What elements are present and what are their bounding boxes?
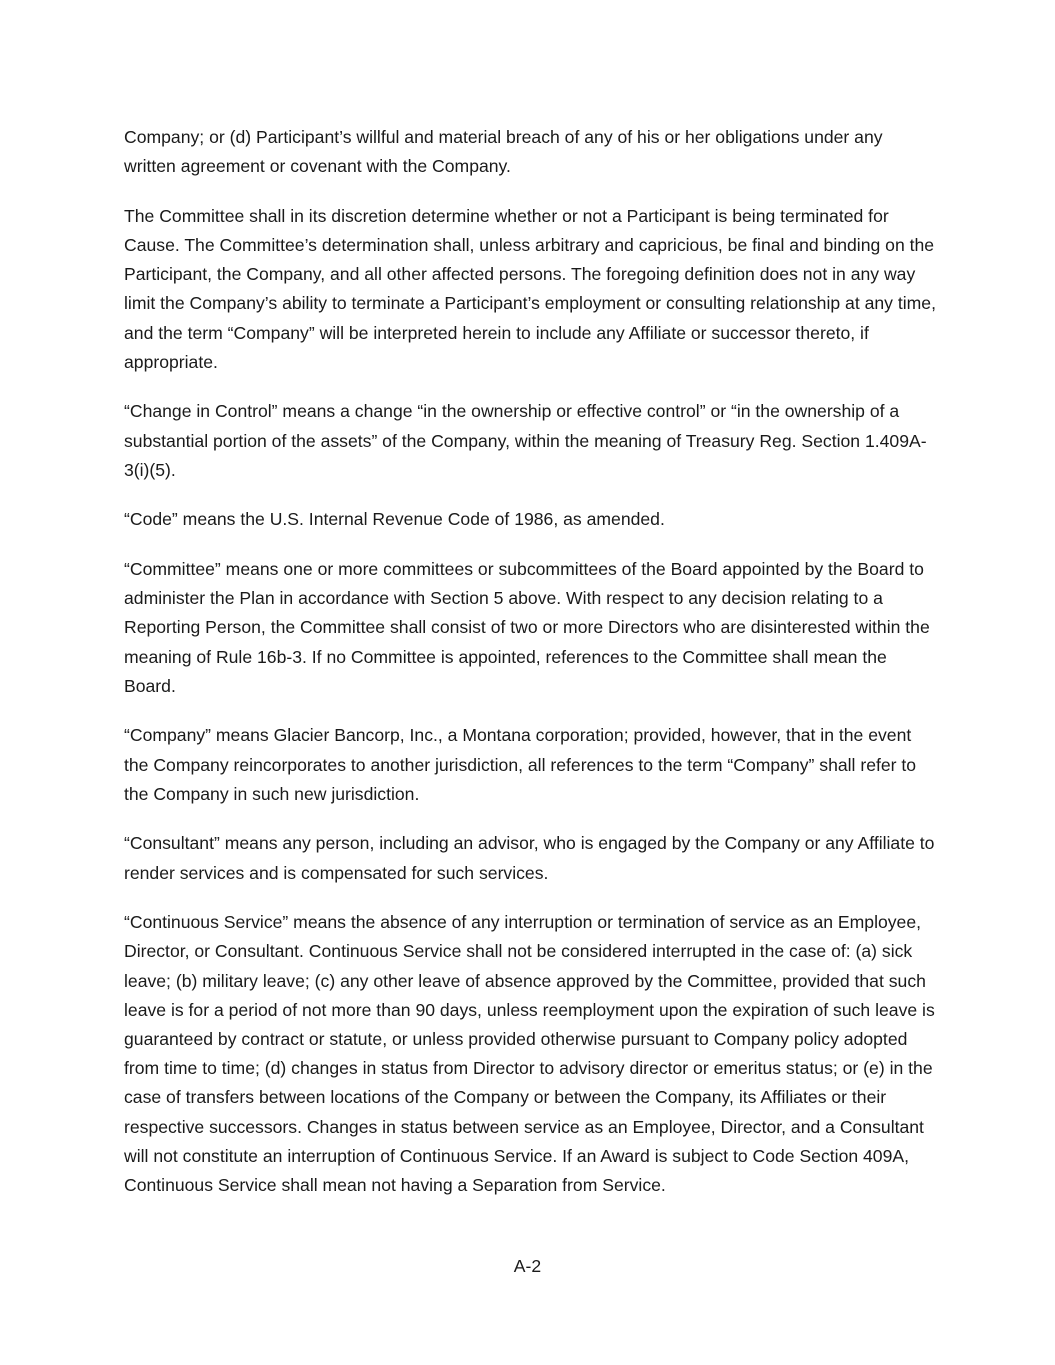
paragraph-cause-continued: Company; or (d) Participant’s willful and material breach of any of his or her obligations under any written agreement or covenant with the Company. [124,127,883,177]
paragraph-consultant: “Consultant” means any person, including an advisor, who is engaged by the Company or any Affiliate to render services and is compensated for such services. [124,833,935,883]
paragraph-committee-determination: The Committee shall in its discretion determine whether or not a Participant is being terminated for Cause. The Committee’s determination shall, unless arbitrary and capricious, be final and binding on the Participant, the Company, and all other affected persons. The foregoing definition does not in any way limit the Company’s ability to terminate a Participant’s employment or consulting relationship at any time, and the term “Company” will be interpreted herein to include any Affiliate or successor thereto, if appropriate. [124,205,936,372]
paragraph-code: “Code” means the U.S. Internal Revenue Code of 1986, as amended. [124,509,665,530]
document-body [124,123,936,1221]
paragraph-committee: “Committee” means one or more committees or subcommittees of the Board appointed by the Board to administer the Plan in accordance with Section 5 above. With respect to any decision relating to a Reporting Person, the Committee shall consist of two or more Directors who are disinterested within the meaning of Rule 16b-3. If no Committee is appointed, references to the Committee shall mean the Board. [124,559,930,696]
page-number: A-2 [513,1256,542,1276]
paragraph-change-in-control: “Change in Control” means a change “in the ownership or effective control” or “in the ownership of a substantial portion of the assets” of the Company, within the meaning of Treasury Reg. Section 1.409A-3(i)(5). [124,401,927,480]
paragraph-company: “Company” means Glacier Bancorp, Inc., a Montana corporation; provided, however, that in the event the Company reincorporates to another jurisdiction, all references to the term “Company” shall refer to the Company in such new jurisdiction. [124,725,917,804]
paragraph-continuous-service: “Continuous Service” means the absence of any interruption or termination of service as an Employee, Director, or Consultant. Continuous Service shall not be considered interrupted in the case of: (a) sick leave; (b) military leave; (c) any other leave of absence approved by the Committee, provided that such leave is for a period of not more than 90 days, unless reemployment upon the expiration of such leave is guaranteed by contract or statute, or unless provided otherwise pursuant to Company policy adopted from time to time; (d) changes in status from Director to advisory director or emeritus status; or (e) in the case of transfers between locations of the Company or between the Company, its Affiliates or their respective successors. Changes in status between service as an Employee, Director, and a Consultant will not constitute an interruption of Continuous Service. If an Award is subject to Code Section 409A, Continuous Service shall mean not having a Separation from Service. [124,912,935,1196]
